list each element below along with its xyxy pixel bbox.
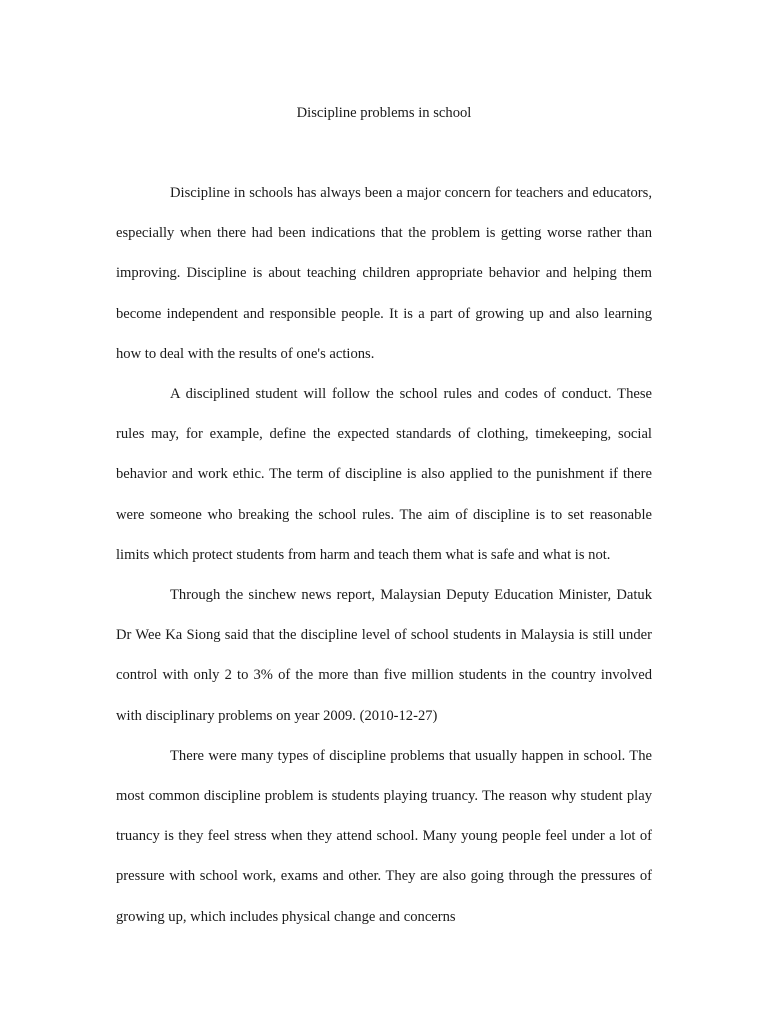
paragraph-1: Discipline in schools has always been a major concern for teachers and educators, especially when there had been indications that the problem is getting worse rather than improving. Discipline is about teaching children appropriate behavior and helping them become independent and responsible people. It is a part of growing up and also learning how to deal with the results of one's actions. [116,185,652,362]
paragraph-2: A disciplined student will follow the school rules and codes of conduct. These rules may, for example, define the expected standards of clothing, timekeeping, social behavior and work ethic. The term of discipline is also applied to the punishment if there were someone who breaking the school rules. The aim of discipline is to set reasonable limits which protect students from harm and teach them what is safe and what is not. [116,386,652,563]
document-body [116,173,652,937]
paragraph-3: Through the sinchew news report, Malaysian Deputy Education Minister, Datuk Dr Wee Ka Siong said that the discipline level of school students in Malaysia is still under control with only 2 to 3% of the more than five million students in the country involved with disciplinary problems on year 2009. (2010-12-27) [116,587,652,724]
paragraph-4: There were many types of discipline problems that usually happen in school. The most common discipline problem is students playing truancy. The reason why student play truancy is they feel stress when they attend school. Many young people feel under a lot of pressure with school work, exams and other. They are also going through the pressures of growing up, which includes physical change and concerns [116,747,652,925]
document-title: Discipline problems in school [296,105,472,121]
